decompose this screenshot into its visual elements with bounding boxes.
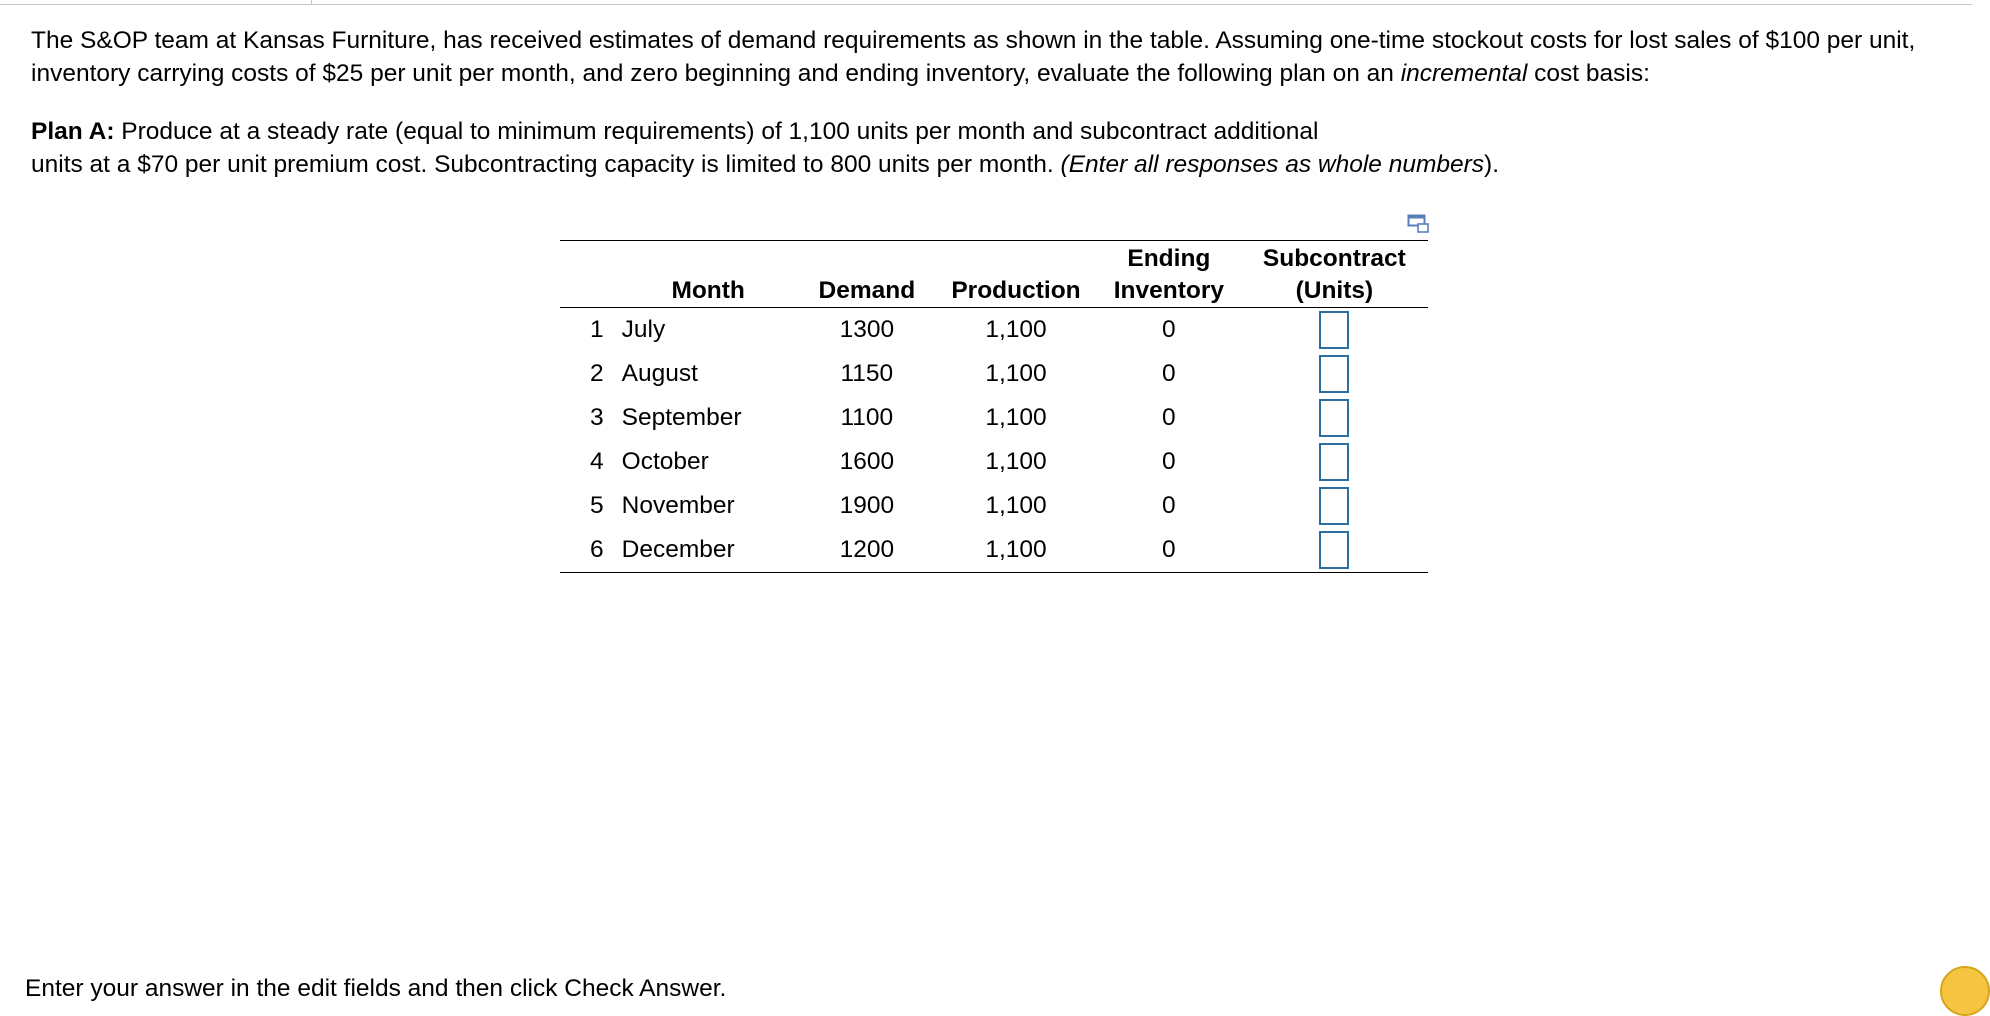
row-month: December [621, 536, 735, 563]
copy-table-icon[interactable] [1407, 214, 1431, 234]
row-ending-inventory: 0 [1162, 536, 1176, 563]
intro-emphasis: incremental [1400, 60, 1528, 87]
row-ending-inventory: 0 [1162, 448, 1176, 475]
help-icon[interactable] [1940, 966, 1990, 1016]
row-demand: 1150 [840, 360, 894, 387]
row-ending-inventory: 0 [1162, 316, 1176, 343]
row-index: 2 [590, 360, 604, 387]
header-subcontract [1241, 241, 1428, 308]
header-subcontract-line2: (Units) [1295, 277, 1374, 304]
row-month: September [621, 404, 742, 431]
plan-note: (Enter all responses as whole numbers [1060, 151, 1485, 178]
header-demand: Demand [799, 241, 935, 308]
top-divider-tick [311, 0, 312, 5]
problem-intro [31, 24, 1941, 90]
row-month: October [621, 448, 709, 475]
header-ending-line1: Ending [1127, 245, 1211, 272]
plan-description [31, 115, 1941, 181]
row-production: 1,100 [985, 360, 1047, 387]
row-subcontract-cell [1241, 308, 1428, 353]
row-month: November [621, 492, 735, 519]
header-month: Month [618, 241, 799, 308]
row-subcontract-cell [1241, 440, 1428, 484]
plan-text-line2: units at a $70 per unit premium cost. Subcontracting capacity is limited to 800 units per month. [31, 151, 1061, 178]
row-production: 1,100 [985, 404, 1047, 431]
subcontract-input[interactable] [1319, 443, 1349, 481]
row-subcontract-cell [1241, 484, 1428, 528]
header-ending-inventory [1097, 241, 1241, 308]
table-row [560, 440, 1428, 484]
row-month: July [621, 316, 666, 343]
row-demand: 1900 [839, 492, 895, 519]
row-demand: 1300 [839, 316, 895, 343]
subcontract-input[interactable] [1319, 399, 1349, 437]
subcontract-input[interactable] [1319, 355, 1349, 393]
subcontract-input[interactable] [1319, 311, 1349, 349]
subcontract-input[interactable] [1319, 487, 1349, 525]
row-production: 1,100 [985, 536, 1047, 563]
row-ending-inventory: 0 [1162, 404, 1176, 431]
subcontract-input[interactable] [1319, 531, 1349, 569]
instruction-footer: Enter your answer in the edit fields and then click Check Answer. [25, 975, 727, 1002]
table-row [560, 528, 1428, 573]
row-subcontract-cell [1241, 396, 1428, 440]
header-ending-line2: Inventory [1113, 277, 1225, 304]
row-demand: 1600 [839, 448, 895, 475]
row-subcontract-cell [1241, 528, 1428, 573]
plan-table [560, 240, 1428, 573]
row-production: 1,100 [985, 492, 1047, 519]
plan-text-line1: Produce at a steady rate (equal to minimum requirements) of 1,100 units per month and subcontract additional [114, 118, 1319, 145]
header-index [560, 241, 618, 308]
table-row [560, 352, 1428, 396]
row-index: 4 [590, 448, 604, 475]
top-divider [0, 4, 1972, 5]
row-index: 3 [590, 404, 604, 431]
intro-text: The S&OP team at Kansas Furniture, has received estimates of demand requirements as shown in the table. Assuming one-time stockout costs for lost sales of $100 per unit, inventory carrying costs of $25 per unit per month, and zero beginning and ending inventory, evaluate the following plan on an [31, 27, 1916, 87]
header-subcontract-line1: Subcontract [1262, 245, 1406, 272]
row-index: 5 [590, 492, 604, 519]
header-production: Production [935, 241, 1097, 308]
table-header-row [560, 241, 1428, 308]
plan-note-end: ). [1484, 151, 1500, 178]
row-month: August [621, 360, 698, 387]
row-ending-inventory: 0 [1162, 492, 1176, 519]
row-demand: 1100 [840, 404, 894, 431]
row-index: 1 [590, 316, 604, 343]
row-production: 1,100 [985, 316, 1047, 343]
table-row [560, 308, 1428, 353]
row-subcontract-cell [1241, 352, 1428, 396]
row-index: 6 [590, 536, 604, 563]
intro-text-end: cost basis: [1527, 60, 1650, 87]
table-row [560, 484, 1428, 528]
table-row [560, 396, 1428, 440]
row-ending-inventory: 0 [1162, 360, 1176, 387]
row-demand: 1200 [839, 536, 895, 563]
row-production: 1,100 [985, 448, 1047, 475]
plan-label: Plan A: [31, 118, 115, 145]
problem-statement [31, 24, 1941, 181]
plan-table-container [560, 240, 1428, 573]
